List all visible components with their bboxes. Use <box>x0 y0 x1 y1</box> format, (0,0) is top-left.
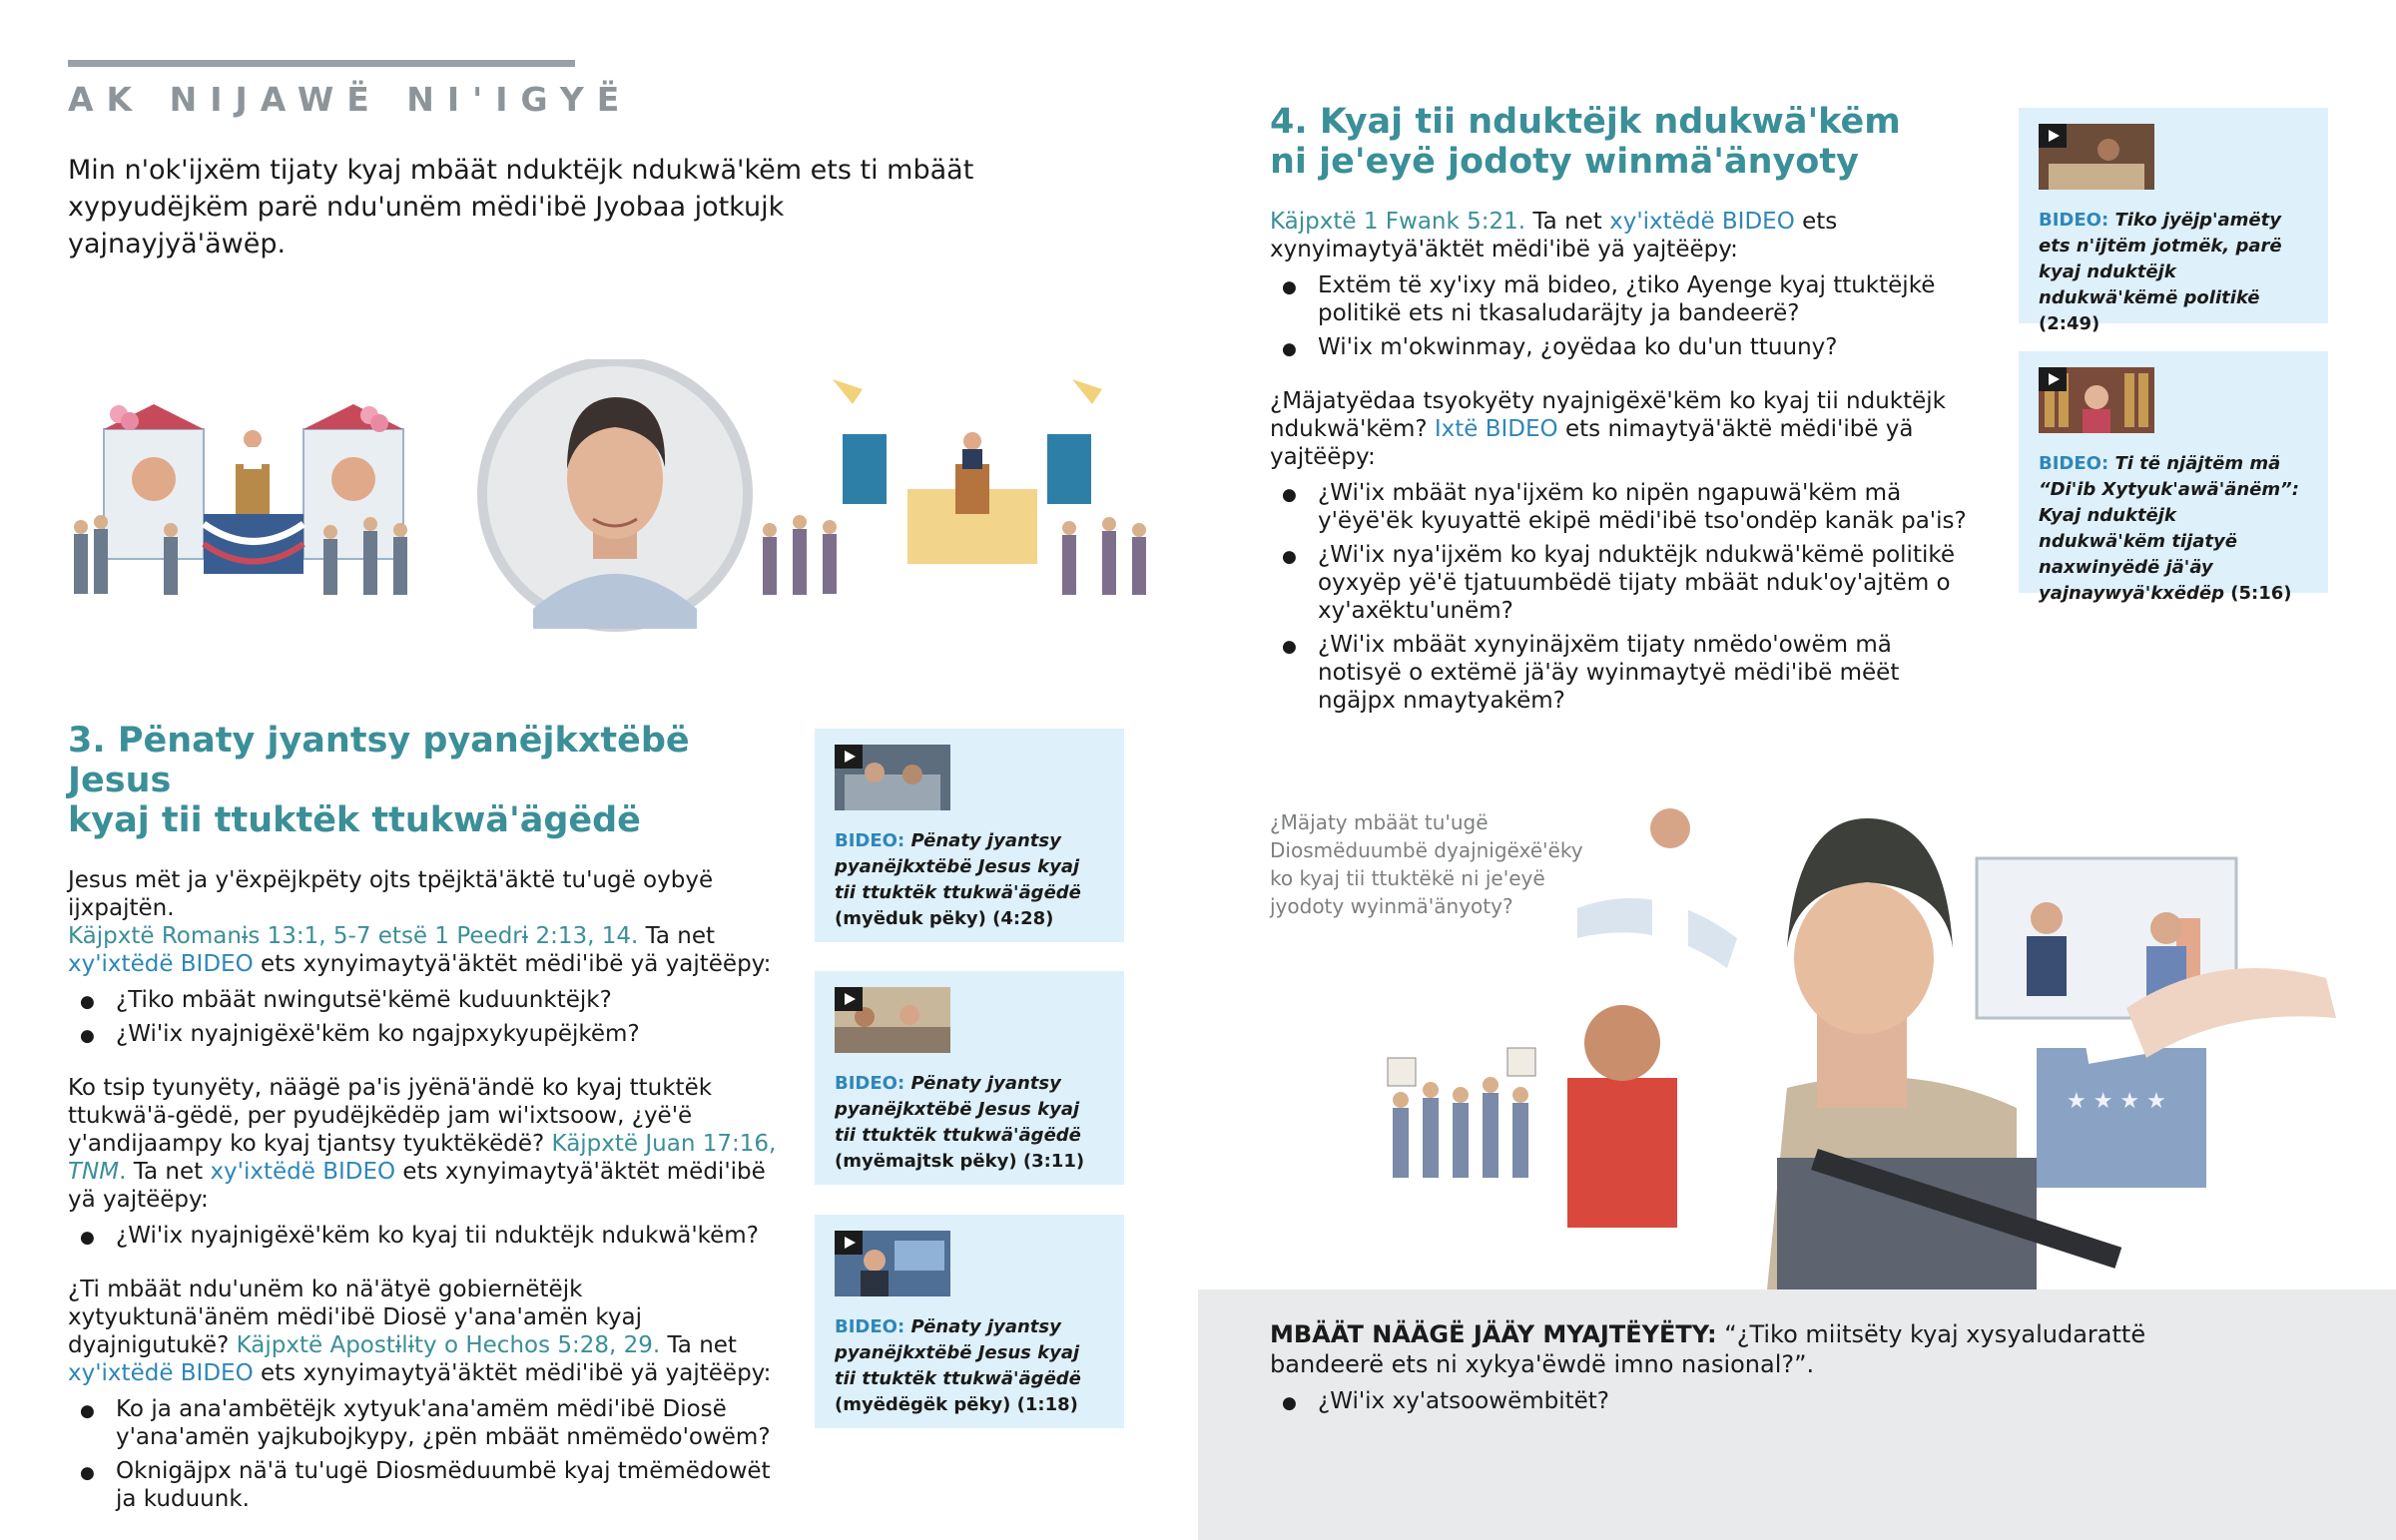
section-3-paragraph-3: ¿Ti mbäät ndu'unëm ko nä'ätyë gobiernëtëjk xytyuktunä'änëm mëdi'ibë Diosë y'ana'amën kyaj dyajnigutukë? Käjpxtë Apostɨlɨty o Hechos 5:28, 29. Ta net xy'ixtëdë BIDEO ets xynyimaytyä'äktët mëdi'ibë yä yajtëëpy: <box>68 1277 772 1386</box>
video-card[interactable] <box>815 1215 1124 1428</box>
scripture-ref[interactable]: Käjpxtë Romanɨs 13:1, 5-7 etsë 1 Peedrɨ 2:13, 14. <box>68 923 639 949</box>
section-4-paragraph-1: Käjpxtë 1 Fwank 5:21. Ta net xy'ixtëdë BIDEO ets xynyimaytyä'äktët mëdi'ibë yä yajtëëpy: <box>1270 209 1838 262</box>
section-3-paragraph-2: Ko tsip tyunyëty, näägë pa'is jyënä'ändë ko kyaj ttuktëk ttukwä'ä-gëdë, per pyudëjkëdëp jam wi'ixtsoow, ¿yë'ë y'andijaampy ko kyaj tjantsy tyuktëkëdë? Käjpxtë Juan 17:16, TNM. Ta net xy'ixtëdë BIDEO ets xynyimaytyä'äktët mëdi'ibë yä yajtëëpy: <box>68 1075 777 1213</box>
illustration-question: ¿Mäjaty mbäät tu'ugë Diosmëduumbë dyajnigëxë'ëky ko kyaj tii ttuktëkë ni je'eyë jyodoty wyinmä'änyoty? <box>1270 810 1583 918</box>
list-item: ● ¿Wi'ix mbäät xynyinäjxëm tijaty nmëdo'owëm mä notisyë o extëmë jä'äy wyinmaytyë mëdi'ibë mëët ngäjpx nmaytyakëm? <box>1318 631 1969 715</box>
question-list <box>1270 271 1969 361</box>
play-icon[interactable] <box>2039 367 2067 391</box>
video-thumbnail[interactable] <box>2039 367 2154 433</box>
video-card[interactable] <box>815 971 1124 1185</box>
objection-text: MBÄÄT NÄÄGË JÄÄY MYAJTËYËTY: “¿Tiko miitsëty kyaj xysyaludarattë bandeerë ets ni xykya'ëwdë imno nasional?”. <box>1270 1320 2146 1378</box>
section-4-body <box>1270 208 1969 715</box>
question-list <box>1270 479 1969 715</box>
video-link[interactable]: Ixtë BIDEO <box>1434 416 1558 442</box>
discussion-content <box>1270 1319 2148 1421</box>
section-3 <box>68 721 787 1519</box>
question-list <box>1270 1387 2148 1415</box>
list-item: ● Extëm të xy'ixy mä bideo, ¿tiko Ayenge kyaj ttuktëjkë politikë ets ni tkasaludaräjty ja bandeerë? <box>1318 271 1969 327</box>
question-list <box>68 1395 787 1513</box>
video-card[interactable] <box>2019 351 2328 604</box>
svg-text:★ ★ ★ ★: ★ ★ ★ ★ <box>2067 1089 2166 1114</box>
section-4-paragraph-2: ¿Mäjatyëdaa tsyokyëty nyajnigëxë'këm ko kyaj tii nduktëjk ndukwä'këm? Ixtë BIDEO ets nimaytyä'äktë mëdi'ibë yä yajtëëpy: <box>1270 388 1946 470</box>
question-list <box>68 1222 787 1250</box>
list-item: ● Oknigäjpx nä'ä tu'ugë Diosmëduumbë kyaj tmëmëdowët ja kuduunk. <box>116 1457 787 1513</box>
scripture-ref[interactable]: Käjpxtë Juan 17:16, TNM. <box>68 1131 777 1185</box>
list-item: ● ¿Wi'ix nya'ijxëm ko kyaj nduktëjk ndukwä'këmë politikë oyxyëp yë'ë tjatuumbëdë tijaty mbäät nduk'oy'ajtëm o xy'axëktu'unëm? <box>1318 541 1969 625</box>
section-3-body <box>68 866 787 1513</box>
video-caption: BIDEO: Pënaty jyantsy pyanëjkxtëbë Jesus kyaj tii ttuktëk ttukwä'ägëdë (myëdëgëk pëky) (1:18) <box>835 1316 1081 1415</box>
play-icon[interactable] <box>835 745 863 769</box>
play-icon[interactable] <box>2039 124 2067 148</box>
video-thumbnail[interactable] <box>835 1231 950 1296</box>
list-item: ● ¿Wi'ix nyajnigëxë'këm ko kyaj tii nduktëjk ndukwä'këm? <box>116 1222 787 1250</box>
section-4-title: 4. Kyaj tii nduktëjk ndukwä'këm ni je'eyë jodoty winmä'änyoty <box>1270 102 1901 182</box>
list-item: ● ¿Wi'ix xy'atsoowëmbitët? <box>1318 1387 2148 1415</box>
video-caption: BIDEO: Pënaty jyantsy pyanëjkxtëbë Jesus kyaj tii ttuktëk ttukwä'ägëdë (myëduk pëky) (4:28) <box>835 830 1081 929</box>
video-caption: BIDEO: Ti të njäjtëm mä “Di'ib Xytyuk'awä'änëm”: Kyaj nduktëjk ndukwä'këm tijatyë naxwinyëdë jä'äy yajnaywyä'kxëdëp (5:16) <box>2039 453 2299 604</box>
list-item: ● Wi'ix m'okwinmay, ¿oyëdaa ko du'un ttuuny? <box>1318 333 1969 361</box>
section-3-title: 3. Pënaty jyantsy pyanëjkxtëbë Jesus kyaj tii ttuktëk ttukwä'ägëdë <box>68 721 690 840</box>
video-link[interactable]: xy'ixtëdë BIDEO <box>68 951 254 977</box>
section-3-paragraph-1: Jesus mët ja y'ëxpëjkpëty ojts tpëjktä'äktë tu'ugë oybyë ijxpajtën. Käjpxtë Romanɨs 13:1, 5-7 etsë 1 Peedrɨ 2:13, 14. Ta net xy'ixtëdë BIDEO ets xynyimaytyä'äktët mëdi'ibë yä yajtëëpy: <box>68 867 772 977</box>
play-icon[interactable] <box>835 1231 863 1255</box>
scripture-ref[interactable]: Käjpxtë 1 Fwank 5:21. <box>1270 209 1526 235</box>
list-item: ● Ko ja ana'ambëtëjk xytyuk'ana'amëm mëdi'ibë Diosë y'ana'amën yajkubojkypy, ¿pën mbäät nmëmëdo'owëm? <box>116 1395 787 1451</box>
video-card[interactable] <box>2019 108 2328 334</box>
video-caption: BIDEO: Pënaty jyantsy pyanëjkxtëbë Jesus kyaj tii ttuktëk ttukwä'ägëdë (myëmajtsk pëky) (3:11) <box>835 1073 1085 1172</box>
question-list <box>68 986 787 1048</box>
list-item: ● ¿Wi'ix nyajnigëxë'këm ko ngajpxykyupëjkëm? <box>116 1020 787 1048</box>
video-thumbnail[interactable] <box>835 745 950 810</box>
video-link[interactable]: xy'ixtëdë BIDEO <box>210 1159 396 1185</box>
right-rally-crowd <box>763 379 1146 595</box>
left-rally-crowd <box>74 404 407 595</box>
video-thumbnail[interactable] <box>2039 124 2154 190</box>
portrait-medallion <box>477 359 753 632</box>
video-thumbnail[interactable] <box>835 987 950 1053</box>
list-item: ● ¿Tiko mbäät nwingutsë'këmë kuduunktëjk? <box>116 986 787 1014</box>
video-link[interactable]: xy'ixtëdë BIDEO <box>68 1360 254 1386</box>
section-kicker: AK NIJAWË NI'IGYË <box>68 80 633 119</box>
scripture-ref[interactable]: Käjpxtë Apostɨlɨty o Hechos 5:28, 29. <box>236 1332 661 1358</box>
video-caption: BIDEO: Tiko jyëjp'amëty ets n'ijtëm jotmëk, parë kyaj nduktëjk ndukwä'këmë politikë (2:49) <box>2039 210 2282 334</box>
play-icon[interactable] <box>835 987 863 1011</box>
rally-illustration <box>64 359 1162 649</box>
video-card[interactable] <box>815 729 1124 942</box>
protesters-group <box>1388 1048 1535 1178</box>
intro-text: Min n'ok'ijxëm tijaty kyaj mbäät nduktëjk ndukwä'këm ets ti mbäät xypyudëjkëm parë ndu'unëm mëdi'ibë Jyobaa jotkujk yajnayjyä'äwëp. <box>68 155 974 259</box>
header-rule <box>68 60 575 67</box>
video-link[interactable]: xy'ixtëdë BIDEO <box>1609 209 1795 235</box>
list-item: ● ¿Wi'ix mbäät nya'ijxëm ko nipën ngapuwä'këm mä y'ëyë'ëk kyuyattë ekipë mëdi'ibë tso'ondëp kanäk pa'is? <box>1318 479 1969 535</box>
section-4 <box>1270 102 1969 721</box>
